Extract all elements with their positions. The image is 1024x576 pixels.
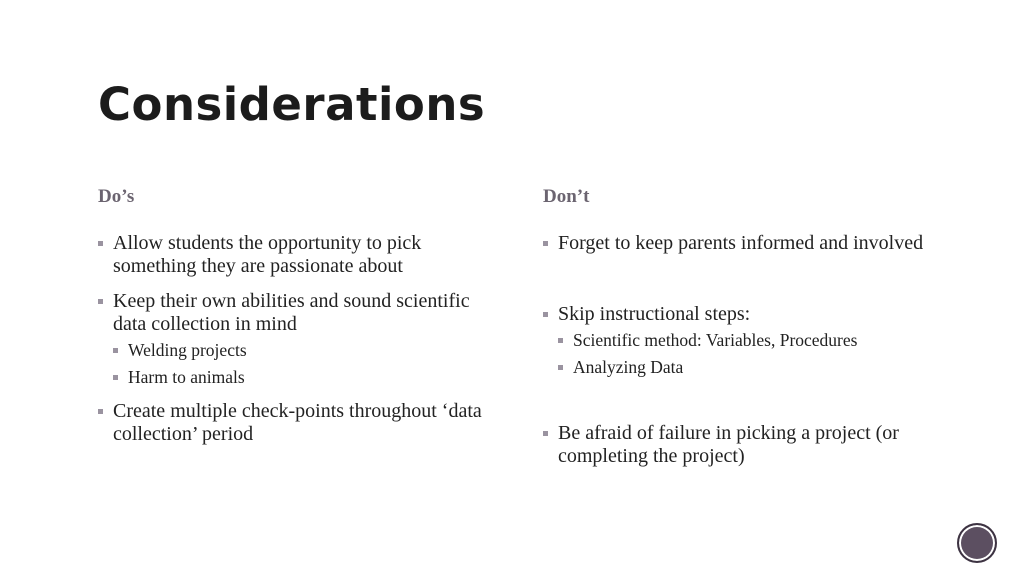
sub-list-item: Harm to animals bbox=[113, 367, 488, 388]
list-item bbox=[543, 232, 983, 255]
dos-list bbox=[98, 232, 488, 446]
sub-list-item: Scientific method: Variables, Procedures bbox=[558, 330, 983, 351]
list-item bbox=[98, 400, 488, 446]
list-item-text: Skip instructional steps: bbox=[558, 303, 751, 325]
sub-list-item: Welding projects bbox=[113, 340, 488, 361]
list-item-text: Keep their own abilities and sound scientific data collection in mind bbox=[113, 290, 470, 335]
list-item bbox=[543, 422, 983, 468]
list-item-text: Allow students the opportunity to pick something they are passionate about bbox=[113, 232, 422, 277]
donts-list bbox=[543, 232, 983, 468]
dos-column bbox=[98, 186, 488, 458]
sub-list bbox=[558, 330, 983, 378]
list-item bbox=[98, 290, 488, 388]
list-item bbox=[543, 303, 983, 378]
list-item-text: Forget to keep parents informed and involved bbox=[558, 232, 924, 254]
list-item-text: Be afraid of failure in picking a project (or completing the project) bbox=[558, 422, 899, 467]
donts-heading: Don’t bbox=[543, 186, 590, 207]
donts-column bbox=[543, 186, 983, 468]
list-item-text: Create multiple check-points throughout ‘data collection’ period bbox=[113, 400, 482, 445]
slide-title: Considerations bbox=[98, 78, 486, 131]
sub-list-item: Analyzing Data bbox=[558, 357, 983, 378]
list-item bbox=[98, 232, 488, 278]
sub-list bbox=[113, 340, 488, 388]
dos-heading: Do’s bbox=[98, 186, 135, 207]
slide-decoration-badge-icon bbox=[957, 523, 997, 563]
